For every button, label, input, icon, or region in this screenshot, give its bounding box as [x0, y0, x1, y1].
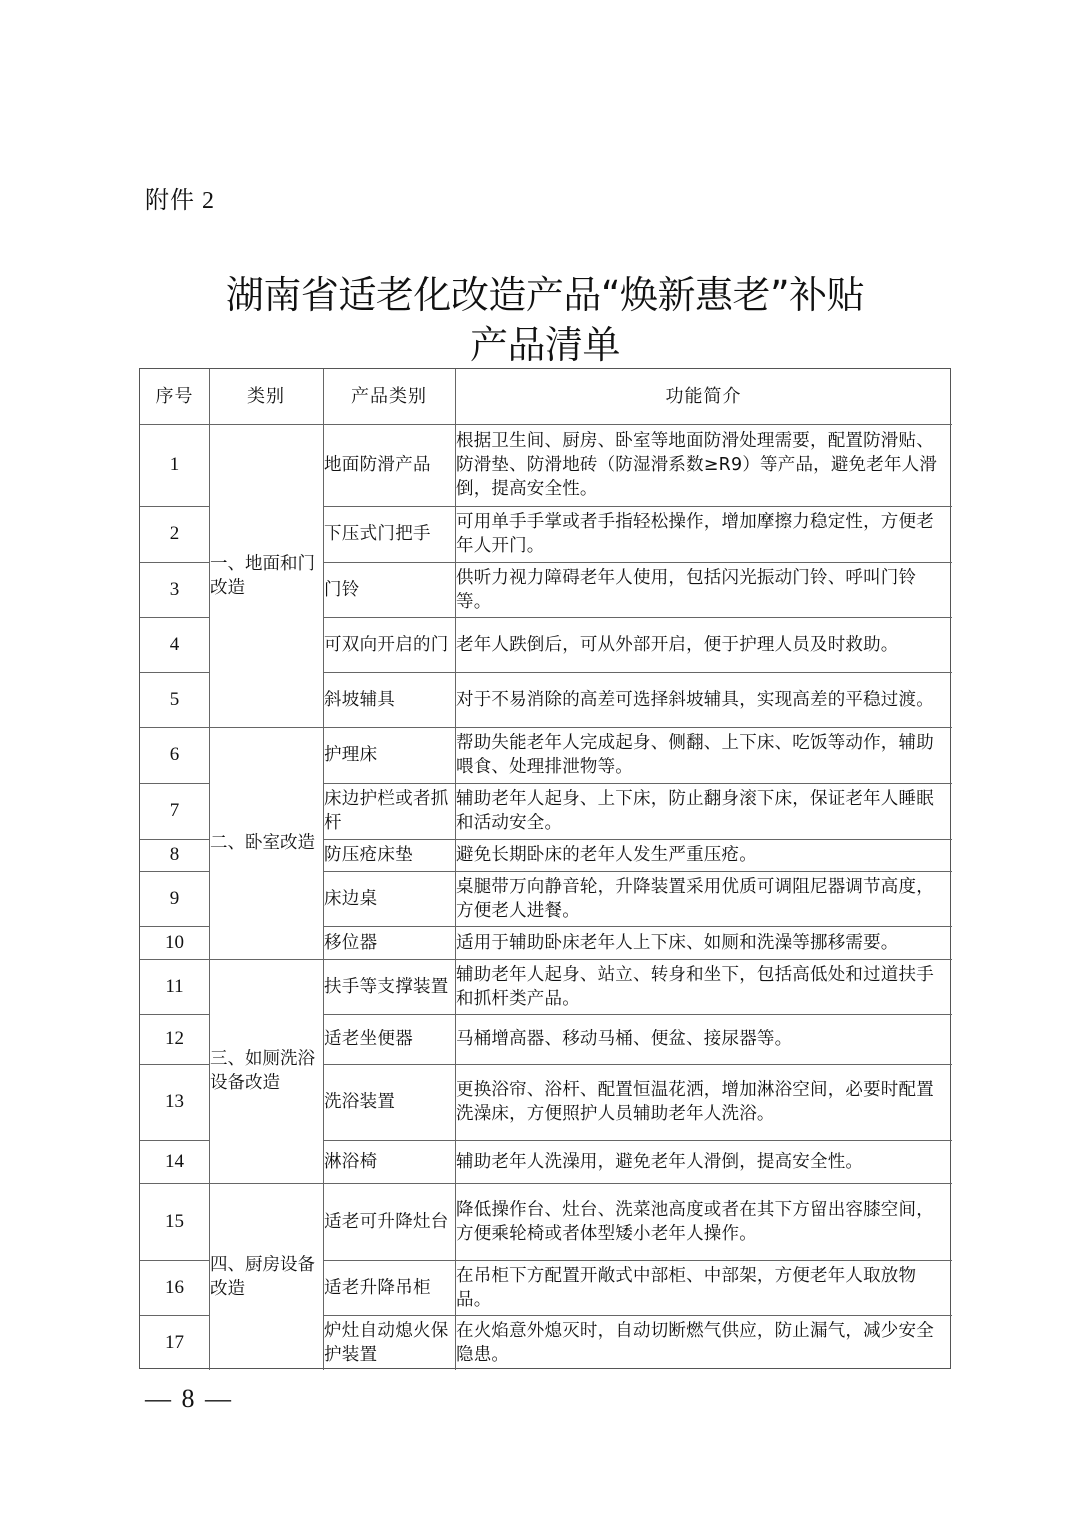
row-index: 7	[169, 800, 180, 821]
row-product-type: 炉灶自动熄火保护装置	[324, 1320, 449, 1365]
category-cell: 二、卧室改造	[210, 833, 315, 853]
row-index: 1	[169, 454, 180, 475]
row-index: 4	[169, 633, 180, 655]
row-index: 6	[169, 744, 180, 765]
header-index: 序号	[155, 385, 194, 407]
table-rule	[209, 369, 210, 1370]
row-description: 避免长期卧床的老年人发生严重压疮。	[456, 845, 757, 865]
row-product-type: 洗浴装置	[324, 1092, 396, 1112]
row-description: 帮助失能老年人完成起身、侧翻、上下床、吃饭等动作，辅助喂食、处理排泄物等。	[456, 733, 934, 777]
row-description: 在火焰意外熄灭时，自动切断燃气供应，防止漏气，减少安全隐患。	[456, 1320, 934, 1365]
category-cell: 四、厨房设备改造	[210, 1254, 315, 1299]
row-product-type: 斜坡辅具	[324, 689, 396, 710]
attachment-label: 附件 2	[145, 188, 215, 214]
row-description: 降低操作台、灶台、洗菜池高度或者在其下方留出容膝空间，方便乘轮椅或者体型矮小老年人操作。	[456, 1199, 934, 1244]
row-description: 根据卫生间、厨房、卧室等地面防滑处理需要，配置防滑贴、防滑垫、防滑地砖（防湿滑系数≥R9）等产品，避免老年人滑倒，提高安全性。	[456, 431, 938, 499]
row-index: 14	[165, 1150, 184, 1172]
row-index: 9	[169, 887, 180, 909]
row-product-type: 护理床	[324, 745, 378, 765]
row-index: 5	[169, 688, 180, 710]
row-product-type: 可双向开启的门	[324, 634, 449, 655]
row-index: 16	[165, 1276, 184, 1298]
header-category: 类别	[247, 385, 285, 407]
row-product-type: 适老坐便器	[324, 1029, 413, 1049]
row-product-type: 床边护栏或者抓杆	[324, 789, 449, 833]
row-index: 8	[169, 844, 180, 865]
row-description: 辅助老年人洗澡用，避免老年人滑倒，提高安全性。	[456, 1151, 864, 1172]
row-index: 15	[165, 1210, 184, 1232]
table-rule	[455, 369, 456, 1370]
header-description: 功能简介	[665, 385, 742, 407]
page-title: 湖南省适老化改造产品“焕新惠老”补贴	[225, 273, 865, 317]
category-cell: 三、如厕洗浴设备改造	[210, 1049, 315, 1093]
row-product-type: 扶手等支撑装置	[324, 976, 449, 997]
row-index: 12	[165, 1028, 184, 1049]
row-product-type: 床边桌	[324, 888, 378, 909]
row-description: 供听力视力障碍老年人使用，包括闪光振动门铃、呼叫门铃等。	[456, 567, 917, 612]
row-index: 17	[165, 1331, 184, 1353]
table-rule	[323, 369, 324, 1370]
row-index: 3	[169, 578, 180, 600]
row-product-type: 适老可升降灶台	[324, 1211, 449, 1232]
row-description: 老年人跌倒后，可从外部开启，便于护理人员及时救助。	[456, 634, 899, 655]
row-product-type: 下压式门把手	[324, 524, 431, 544]
row-description: 在吊柜下方配置开敞式中部柜、中部架，方便老年人取放物品。	[456, 1265, 917, 1310]
row-index: 11	[165, 975, 184, 997]
row-description: 可用单手手掌或者手指轻松操作，增加摩擦力稳定性，方便老年人开门。	[456, 512, 934, 556]
product-table	[139, 368, 951, 1369]
row-product-type: 防压疮床垫	[324, 845, 413, 865]
row-index: 10	[165, 931, 184, 953]
row-product-type: 移位器	[324, 932, 378, 953]
row-product-type: 地面防滑产品	[324, 455, 431, 475]
row-description: 辅助老年人起身、上下床，防止翻身滚下床，保证老年人睡眠和活动安全。	[456, 789, 934, 833]
row-product-type: 淋浴椅	[324, 1151, 378, 1172]
row-description: 桌腿带万向静音轮，升降装置采用优质可调阻尼器调节高度，方便老人进餐。	[456, 876, 934, 921]
header-product-type: 产品类别	[351, 385, 427, 407]
row-description: 适用于辅助卧床老年人上下床、如厕和洗澡等挪移需要。	[456, 932, 899, 953]
row-description: 马桶增高器、移动马桶、便盆、接尿器等。	[456, 1029, 793, 1049]
row-index: 2	[169, 523, 180, 544]
row-description: 更换浴帘、浴杆、配置恒温花洒，增加淋浴空间，必要时配置洗澡床，方便照护人员辅助老年人洗浴。	[456, 1080, 934, 1124]
row-description: 辅助老年人起身、站立、转身和坐下，包括高低处和过道扶手和抓杆类产品。	[456, 964, 934, 1009]
row-description: 对于不易消除的高差可选择斜坡辅具，实现高差的平稳过渡。	[456, 689, 934, 710]
row-index: 13	[165, 1091, 184, 1112]
category-cell: 一、地面和门改造	[210, 553, 315, 598]
row-product-type: 适老升降吊柜	[324, 1277, 431, 1298]
row-product-type: 门铃	[324, 579, 360, 600]
page-number: — 8 —	[145, 1384, 233, 1413]
page-subtitle: 产品清单	[469, 323, 620, 367]
